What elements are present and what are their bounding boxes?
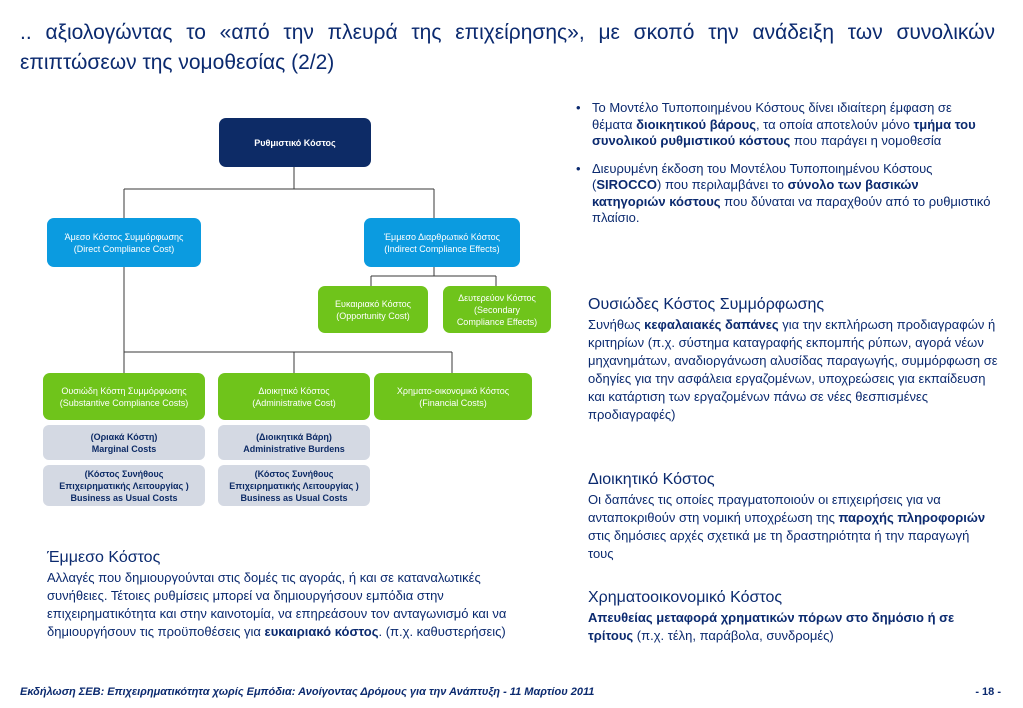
node-label: (Secondary [473,304,521,315]
node-label: (Financial Costs) [419,397,487,408]
node-label: Business as Usual Costs [240,492,348,503]
node-label: (Administrative Cost) [252,397,336,408]
node-label: Διοικητικό Κόστος [258,385,330,396]
section-bold: Απευθείας μεταφορά χρηματικών πόρων στο δημόσιο ή σε τρίτους [588,610,955,643]
root-node-label: Ρυθμιστικό Κόστος [254,137,336,148]
section-text: (π.χ. τέλη, παράβολα, συνδρομές) [633,628,834,643]
node-label: (Κόστος Συνήθους [254,468,334,479]
node-label: (Κόστος Συνήθους [84,468,164,479]
section-text: . (π.χ. καθυστερήσεις) [378,624,506,639]
section-text: στις δημόσιες αρχές σχετικά με τη δραστηριότητα ή την παραγωγή τους [588,528,970,561]
node-label: (Indirect Compliance Effects) [384,243,500,254]
section-text: Οι δαπάνες τις οποίες πραγματοποιούν οι επιχειρήσεις για να ανταποκριθούν στη νομική υποχρέωση της [588,492,941,525]
bullet-text: , τα οποία αποτελούν μόνο [755,116,914,132]
section-heading: Χρηματοοικονομικό Κόστος [588,589,783,606]
section-text: για την εκπλήρωση προδιαγραφών ή κριτηρίων (π.χ. σύστημα καταγραφής εκπομπής ρύπων, αγορά νέων μηχανημάτων, αναδιοργάνωση αλυσίδας παραγωγής, συμμόρφωση σε οδηγίες για την ασφάλεια εργαζομένων, υποχρεώσεις για εκπαίδευση και κατάρτιση των εργαζομένων πάνω σε νέες θεσπισμένες προδιαγραφές) [588,317,998,422]
node-label: (Direct Compliance Cost) [73,243,175,254]
node-financial-costs [374,373,532,420]
node-label: Δευτερεύον Κόστος [458,292,536,303]
node-label: Έμμεσο Διαρθρωτικό Κόστος [383,231,501,242]
section-body [588,491,998,563]
node-label: (Οριακά Κόστη) [90,431,158,442]
node-label: Administrative Burdens [243,443,345,454]
node-label: (Substantive Compliance Costs) [59,397,189,408]
page-number: - 18 - [975,686,1001,698]
node-label: (Διοικητικά Βάρη) [256,431,332,442]
bullet-text: που παράγει η νομοθεσία [790,133,942,148]
node-business-as-usual-costs-1 [43,465,205,506]
section-text: Αλλαγές που δημιουργούνται στις δομές τις αγοράς, ή και σε καταναλωτικές συνήθειες. Τέτοιες ρυθμίσεις μπορεί να δημιουργήσουν εμπόδια στην επιχειρηματικότητα και στην καινοτομία, να επηρεάσουν τον ανταγωνισμό και να δημιουργήσουν τις προϋποθέσεις για [47,570,507,639]
page-title: .. αξιολογώντας το «από την πλευρά της επιχείρησης», με σκοπό την ανάδειξη των συνολικών επιπτώσεων της νομοθεσίας (2/2) [20,21,995,74]
node-label: Ουσιώδη Κόστη Συμμόρφωσης [61,385,187,396]
node-label: Χρηματο-οικονομικό Κόστος [396,385,510,396]
section-heading: Διοικητικό Κόστος [588,471,715,488]
node-label: Ευκαιριακό Κόστος [335,298,411,309]
section-body [47,569,537,641]
node-label: Άμεσο Κόστος Συμμόρφωσης [64,231,184,242]
bullet-text: Το Μοντέλο Τυποποιημένου Κόστους δίνει ιδιαίτερη έμφαση σε θέματα [592,100,952,132]
section-body [588,609,998,645]
section-indirect-cost [47,548,537,641]
bullet-item [574,161,994,227]
section-body [588,316,998,424]
node-label: Marginal Costs [91,443,157,454]
section-administrative-cost [588,470,998,563]
section-heading: Έμμεσο Κόστος [47,549,161,566]
bullet-bold: SIROCCO [596,177,658,192]
node-secondary-compliance-effects [443,286,551,333]
section-bold: ευκαιριακό κόστος [264,624,379,639]
section-substantive-cost [588,295,998,424]
node-label: Επιχειρηματικής Λειτουργίας ) [229,480,359,491]
bullet-text: ) που περιλαμβάνει το [657,177,788,192]
node-marginal-costs [43,425,205,460]
root-node-regulatory-cost [219,118,371,167]
bullet-item [574,100,994,150]
node-administrative-cost [218,373,370,420]
node-administrative-burdens [218,425,370,460]
section-text: Συνήθως [588,317,645,332]
section-bold: παροχής πληροφοριών [838,510,986,525]
node-label: (Opportunity Cost) [336,310,410,321]
section-bold: κεφαλαιακές δαπάνες [644,317,779,332]
node-indirect-compliance-effects [364,218,520,267]
bullet-text: Διευρυμένη έκδοση του Μοντέλου Τυποποιημένου Κόστους ( [592,160,933,192]
node-label: Compliance Effects) [456,316,538,327]
bullet-text: που δύναται να παραχθούν από το ρυθμιστικό πλαίσιο. [592,193,991,225]
node-direct-compliance-cost [47,218,201,267]
bullet-list [574,100,994,238]
bullet-bold: τμήμα του συνολικού ρυθμιστικού κόστους [592,116,976,148]
node-business-as-usual-costs-2 [218,465,370,506]
bullet-bold: διοικητικού βάρους [636,116,756,132]
node-opportunity-cost [318,286,428,333]
section-heading: Ουσιώδες Κόστος Συμμόρφωσης [588,296,825,313]
footer-event-text: Εκδήλωση ΣΕΒ: Επιχειρηματικότητα χωρίς Εμπόδια: Ανοίγοντας Δρόμους για την Ανάπτυξη - 11 Μαρτίου 2011 [20,686,595,698]
bullet-bold: σύνολο των βασικών κατηγοριών κόστους [592,177,919,209]
section-financial-cost [588,588,998,645]
node-label: Business as Usual Costs [70,492,178,503]
node-substantive-compliance-costs [43,373,205,420]
node-label: Επιχειρηματικής Λειτουργίας ) [59,480,189,491]
